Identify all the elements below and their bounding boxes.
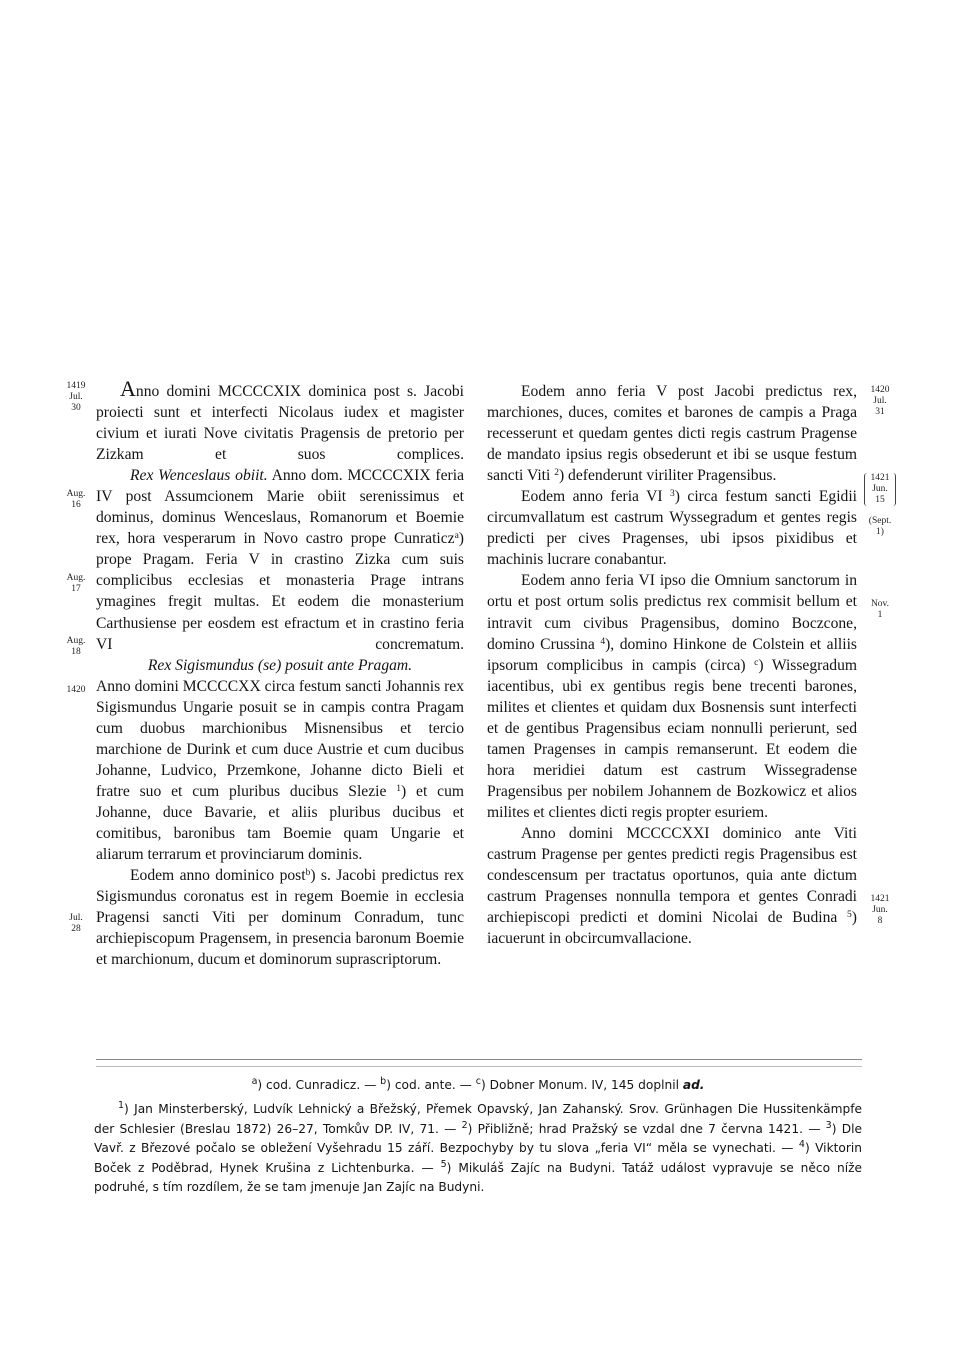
margin-note-line: Jul.	[69, 913, 83, 923]
margin-note-left-6	[58, 913, 94, 935]
margin-note-line: 1419	[66, 381, 86, 391]
margin-note-line: Jul.	[873, 396, 887, 406]
margin-note-line: 1421	[870, 894, 890, 904]
paragraph	[96, 676, 464, 865]
paragraph-text: Eodem anno feria V post Jacobi predictus rex, marchiones, duces, comites et barones de campis a Praga recesserunt et quedam gentes dicti regis castrum Pragense de mandato ipsius regis obsederunt et ibi se usque festum sancti Viti	[487, 383, 857, 485]
footnote-marker: 4	[798, 1139, 805, 1151]
margin-note-right-5	[862, 894, 898, 927]
margin-note-line: (Sept.	[868, 516, 892, 526]
footnote-ref: 2	[554, 468, 559, 479]
paragraph	[96, 465, 464, 654]
footnote-separator	[96, 1059, 862, 1060]
paragraph-text: Anno domini MCCCCXX circa festum sancti Johannis rex Sigismundus Ungarie posuit se in campis contra Pragam cum duobus marchionibus Misnensibus et tercio marchione de Durink et cum duce Austrie et cum ducibus Johanne, Ludvico, Przemkone, Johanne dicto Bieli et fratre suo et cum pluribus ducibus Slezie	[96, 677, 464, 800]
footnote-ref: b	[305, 868, 311, 879]
footnote-ref: a	[454, 531, 459, 542]
paragraph-text: nno domini MCCCCXIX dominica post	[135, 383, 400, 400]
footnote-ref: 3	[670, 489, 675, 500]
margin-note-line: 30	[71, 403, 81, 413]
paragraph-text: Anno domini MCCCCXXI dominico ante Viti castrum Pragense per gentes predicti regis Pragensibus est condescensum per tractatus oportunos, quia ante dictum castrum Pragenses nonnulla tempora et gentes Conradi archiepiscopi predicti et domini Nicolai de Budina	[487, 824, 857, 927]
paragraph-text: ) s. Jacobi predictus rex Sigismundus coronatus est in regem Boemie in ecclesia Pragensi sancti Viti per dominum Conradum, tunc archiepiscopum Pragensem, in presencia baronum Boemie et marchionum, ducum et dominorum suprascriptorum.	[96, 867, 464, 969]
paragraph	[487, 823, 857, 949]
footnote-ref: c	[754, 657, 759, 668]
footnote-block	[94, 1100, 862, 1198]
margin-note-line: Nov.	[870, 599, 890, 609]
margin-note-line: Jun.	[872, 905, 888, 915]
paragraph	[96, 376, 464, 465]
footnote-marker: 1	[118, 1100, 125, 1111]
margin-note-line: Jun.	[872, 484, 888, 494]
section-heading: Rex Sigismundus (se) posuit ante Pragam.	[147, 656, 413, 674]
paragraph-text: ) circa festum sancti Egidii circumvallatum est castrum Wyssegradum et gentes regis predicti per cives Pragenses, ubi ipsos pixidibus et machinis lucrare conabantur.	[487, 488, 857, 569]
footnote-text: ) Přibližně; hrad Pražský se vzdal dne 7 června 1421. —	[467, 1121, 826, 1136]
margin-note-line: Aug.	[66, 489, 86, 499]
margin-note-line: Jul.	[69, 392, 83, 402]
margin-note-left-1	[58, 381, 94, 414]
margin-note-left-4	[58, 636, 94, 658]
footnote-text: ) Mikuláš Zajíc na Budyni. Tatáž událost vypravuje se něco níže podruhé, s tím rozdílem, že se tam jmenuje Jan Zajíc na Budyni.	[94, 1160, 862, 1195]
margin-note-line: 1420	[870, 385, 890, 395]
footnote-ref: 4	[600, 636, 606, 647]
footnote-ref: 5	[847, 910, 852, 921]
section-heading: Rex Wenceslaus obiit.	[130, 467, 268, 485]
margin-note-right-3	[862, 516, 898, 538]
footnote-text: ) Jan Minsterberský, Ludvík Lehnický a Břežský, Přemek Opavský, Jan Zahanský. Srov. Grünhagen Die Hussitenkämpfe der Schlesier (Breslau 1872) 26–27, Tomkův DP. IV, 71. —	[94, 1102, 862, 1136]
paragraph-text: ) et cum Johanne, duce Bavarie, et aliis pluribus ducibus et comitibus, baronibus tam Boemie quam Ungarie et aliarum terrarum et provinciarum dominis.	[96, 782, 465, 864]
paragraph-text: s. Jacobi proiecti sunt et interfecti Nicolaus iudex et magister civium et iurati Nove civitatis Pragensis de pretorio per Zizkam et suos complices.	[96, 383, 464, 464]
footnote-marker: 2	[461, 1119, 468, 1131]
margin-note-line: 15	[875, 495, 885, 505]
margin-note-line: 31	[875, 407, 885, 417]
margin-note-line: Aug.	[66, 573, 86, 583]
margin-note-line: 16	[71, 500, 81, 510]
footnote-text: ) Dle Vavř. z Březové počalo se obležení Vyšehradu 15 září. Bezpochyby by tu slova „feria VI“ měla se vynechati. —	[94, 1121, 862, 1156]
margin-note-line: 1420	[66, 685, 86, 695]
explanatory-footnotes	[94, 1100, 862, 1198]
margin-note-right-2	[864, 473, 896, 506]
critical-apparatus	[94, 1076, 862, 1096]
paragraph-text: Eodem anno feria VI ipso die Omnium sanctorum in ortu et post ortum solis predictus rex commisit bellum et intravit cum civibus Pragensibus, domino Boczcone, domino Crussina	[487, 572, 857, 653]
footnote-marker: a	[251, 1076, 258, 1087]
margin-note-right-1	[862, 385, 898, 418]
paragraph-text: ) Wissegradum iacentibus, ubi ex gentibus regis bene trecenti barones, milites et clientes et quidam dux Bosnensis sunt interfecti et de gentibus Pragensibus eciam nonnulli perierunt, sed tamen Pragenses in campis remanserunt. Et eodem die hora meridiei datum est castrum Wissegradense Pragensibus per nobilem Johannem de Bozkowicz et alios milites et clientes dicti regis propter esuriem.	[487, 656, 857, 821]
paragraph	[487, 570, 857, 823]
paragraph-text: Anno dom. MCCCCXIX feria IV post Assumcionem Marie obiit serenissimus et dominus, dominus Wenceslaus, Romanorum et Boemie rex, hora vesperarum in Novo castro prope Cunraticz	[96, 467, 464, 548]
paragraph-text: ) defenderunt viriliter Pragensibus.	[558, 467, 777, 485]
paragraph	[487, 381, 857, 486]
paragraph	[96, 865, 464, 970]
margin-note-line: 28	[71, 924, 81, 934]
margin-note-right-4	[862, 599, 898, 621]
paragraph-text: ) prope Pragam. Feria V in crastino Zizka cum suis complicibus ecclesias et monasteria Prage intrans ymagines fregit multas. Et eodem die monasterium Carthusiense per eosdem est efractum et in crastino feria VI concrematum.	[96, 530, 464, 653]
margin-note-left-2	[58, 489, 94, 511]
paragraph	[487, 486, 857, 570]
margin-note-line: Aug.	[66, 636, 86, 646]
paragraph-text: Eodem anno dominico post	[130, 867, 306, 885]
margin-note-left-3	[58, 573, 94, 595]
initial-letter: A	[120, 376, 136, 401]
paragraph-text: ), domino Hinkone de Colstein et alliis ipsorum complicibus in campis (circa)	[487, 635, 858, 674]
footnote-text: ) Dobner Monum. IV, 145 doplnil	[480, 1078, 683, 1092]
footnote-text: ) Viktorin Boček z Poděbrad, Hynek Krušina z Lichtenburka. —	[94, 1141, 862, 1175]
margin-note-line: 17	[71, 584, 81, 594]
left-column	[96, 376, 465, 970]
right-column	[487, 381, 857, 949]
footnote-marker: b	[380, 1076, 387, 1087]
margin-note-line: 18	[71, 647, 81, 657]
margin-note-line: 1	[877, 610, 883, 620]
footnote-marker: c	[475, 1076, 481, 1087]
footnote-text: ) cod. Cunradicz. —	[257, 1078, 381, 1092]
footnote-ref: 1	[396, 783, 401, 794]
footnote-marker: 5	[440, 1158, 447, 1170]
margin-note-left-5	[58, 685, 94, 696]
footnote-separator-thin	[96, 1066, 862, 1067]
margin-note-line: 8	[877, 916, 883, 926]
margin-note-line: 1421	[870, 473, 890, 483]
footnote-text: ) cod. ante. —	[386, 1078, 476, 1092]
footnote-marker: 3	[825, 1119, 832, 1131]
footnote-emphasis: ad.	[682, 1078, 705, 1092]
paragraph-text: Eodem anno feria VI	[521, 488, 671, 506]
paragraph-text: ) iacuerunt in obcircumvallacione.	[487, 909, 857, 948]
margin-note-line: 1)	[876, 527, 884, 537]
